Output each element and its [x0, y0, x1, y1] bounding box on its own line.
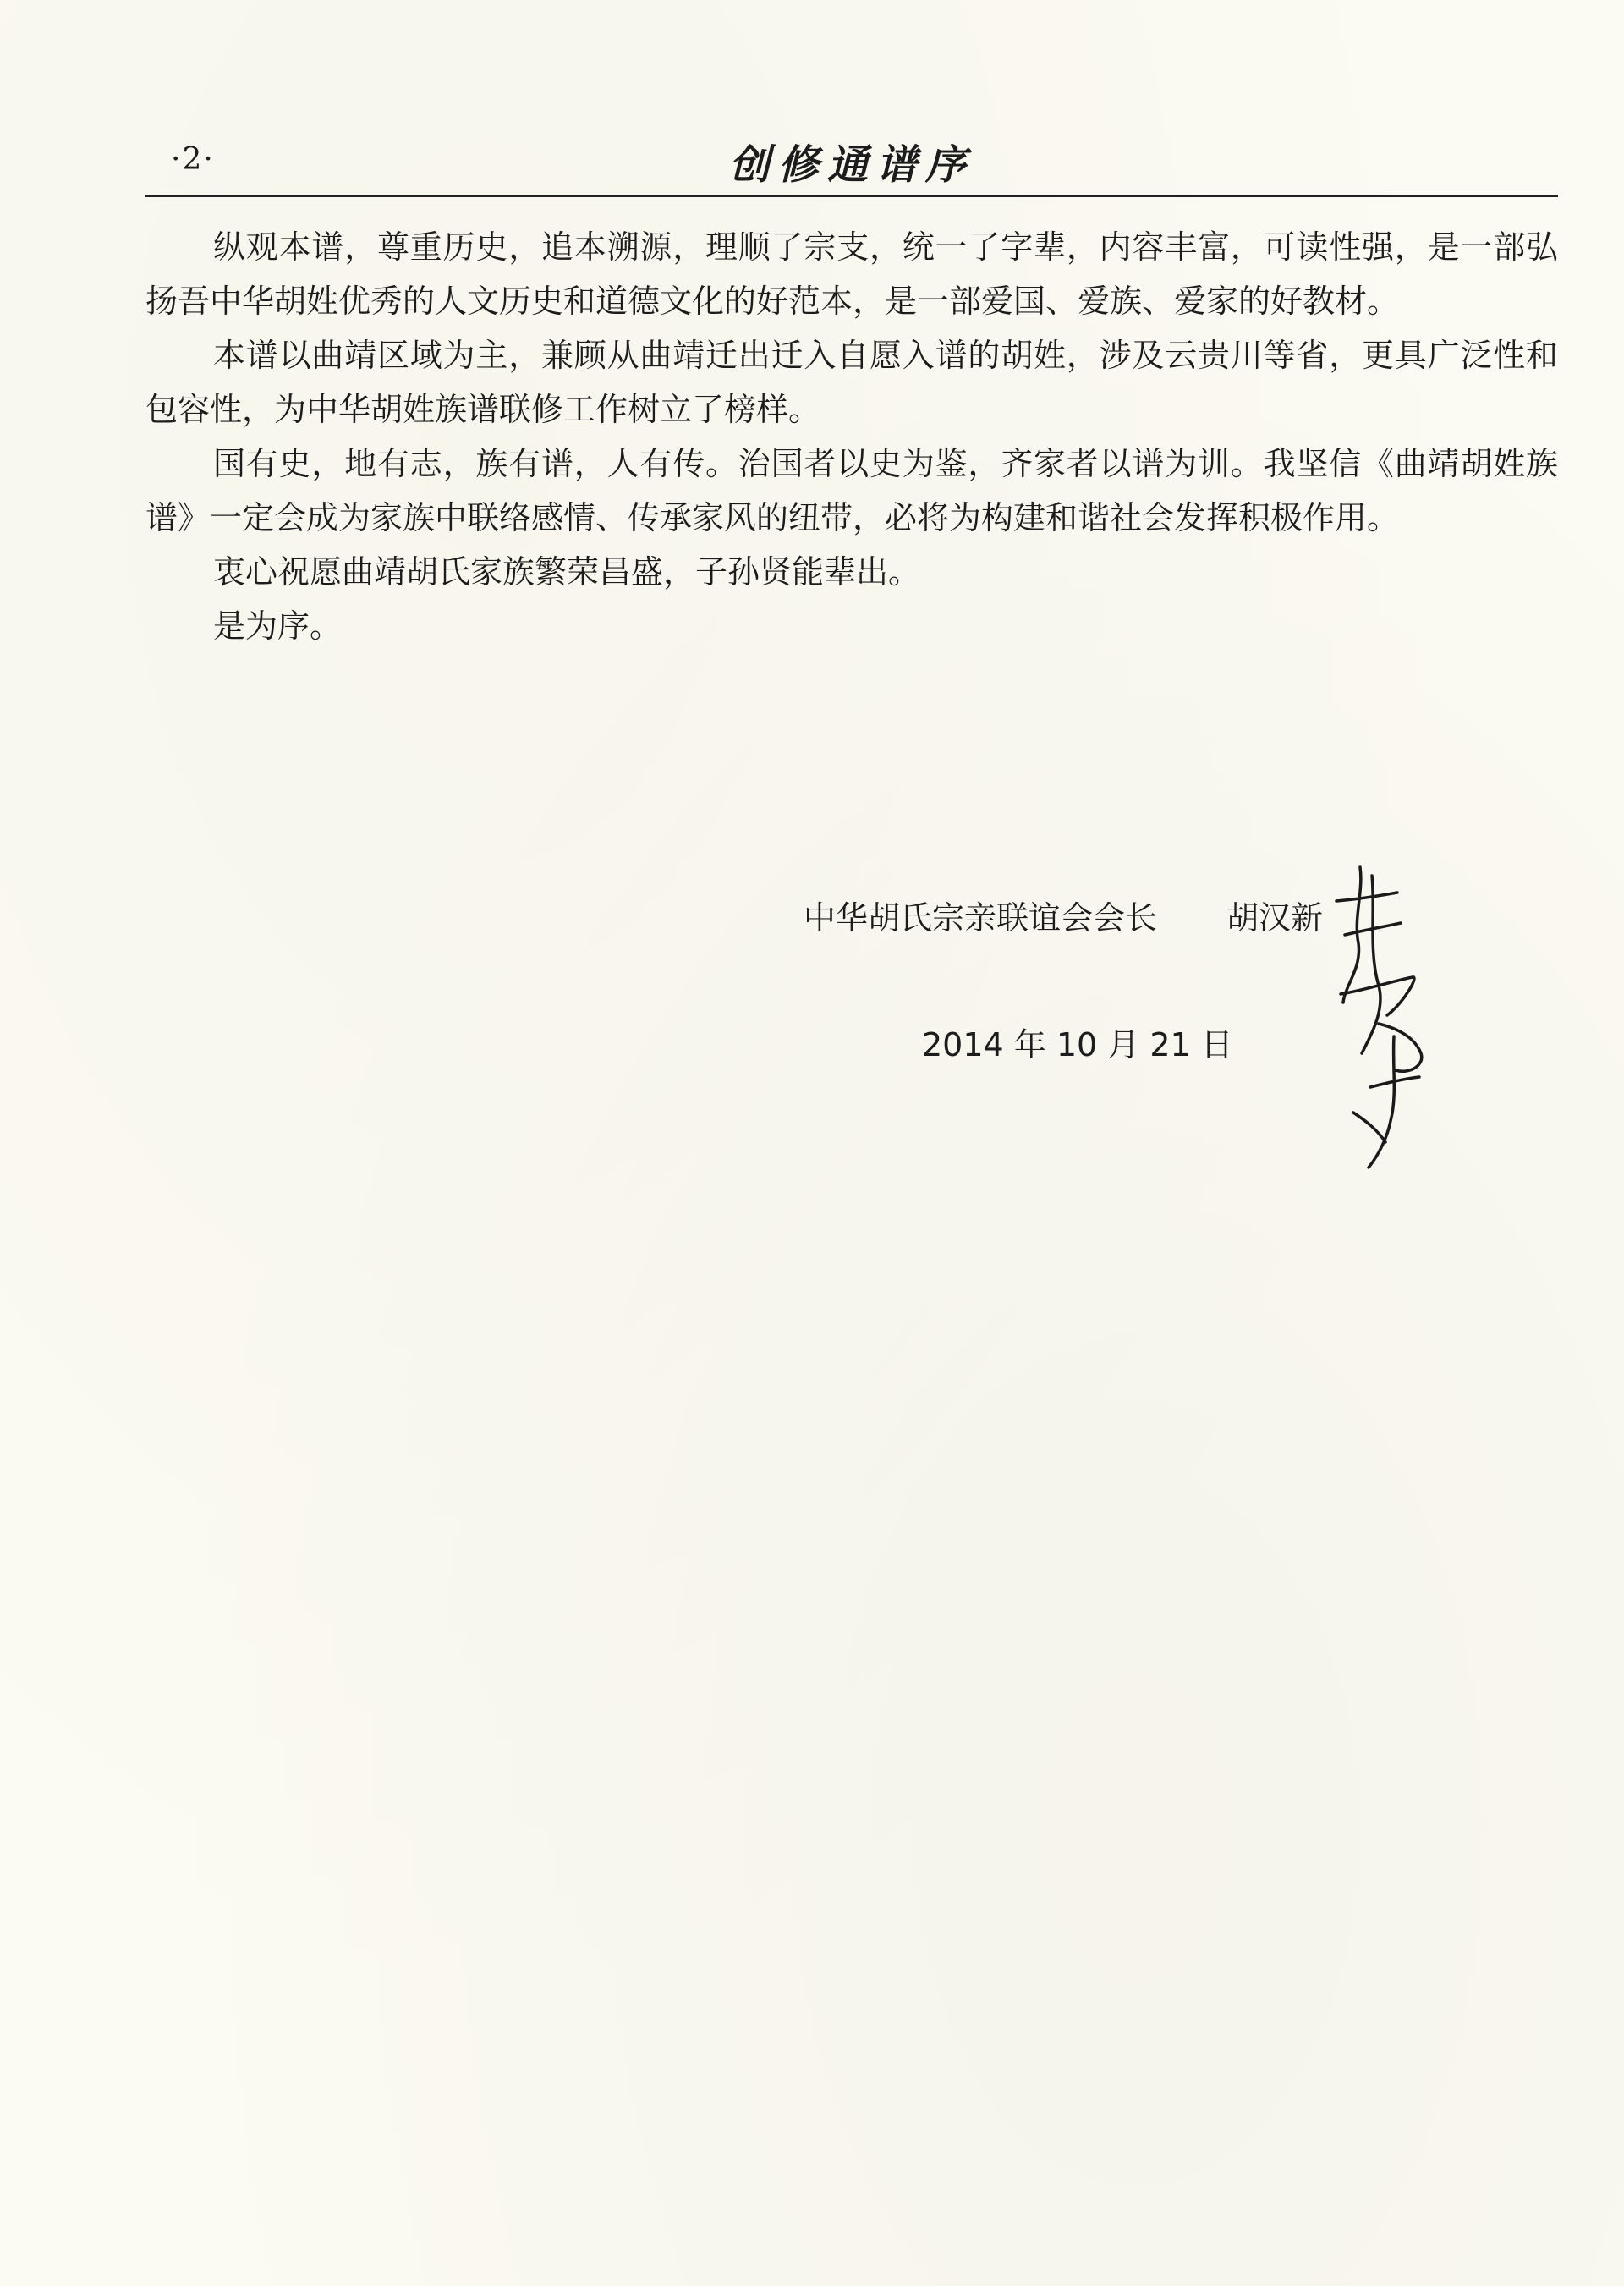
running-title: 创修通谱序 [728, 141, 974, 189]
paragraph: 本谱以曲靖区域为主，兼顾从曲靖迁出迁入自愿入谱的胡姓，涉及云贵川等省，更具广泛性和包容性，为中华胡姓族谱联修工作树立了榜样。 [145, 337, 1558, 428]
paragraph: 纵观本谱，尊重历史，追本溯源，理顺了宗支，统一了字辈，内容丰富，可读性强，是一部弘扬吾中华胡姓优秀的人文历史和道德文化的好范本，是一部爱国、爱族、爱家的好教材。 [145, 228, 1558, 320]
body-text [145, 220, 1558, 653]
signoff-date: 2014 年 10 月 21 日 [922, 1026, 1233, 1063]
paragraph: 国有史，地有志，族有谱，人有传。治国者以史为鉴，齐家者以谱为训。我坚信《曲靖胡姓族谱》一定会成为家族中联络感情、传承家风的纽带，必将为构建和谐社会发挥积极作用。 [145, 445, 1558, 536]
paragraph: 衷心祝愿曲靖胡氏家族繁荣昌盛，子孙贤能辈出。 [213, 553, 921, 591]
header-rule [145, 195, 1558, 197]
paragraph: 是为序。 [213, 607, 343, 645]
signoff-organization: 中华胡氏宗亲联谊会会长 [804, 899, 1158, 937]
handwritten-signature [1320, 842, 1438, 1180]
page-number: ·2· [171, 142, 215, 177]
signoff-name: 胡汉新 [1226, 899, 1324, 937]
page-header [145, 127, 1558, 195]
